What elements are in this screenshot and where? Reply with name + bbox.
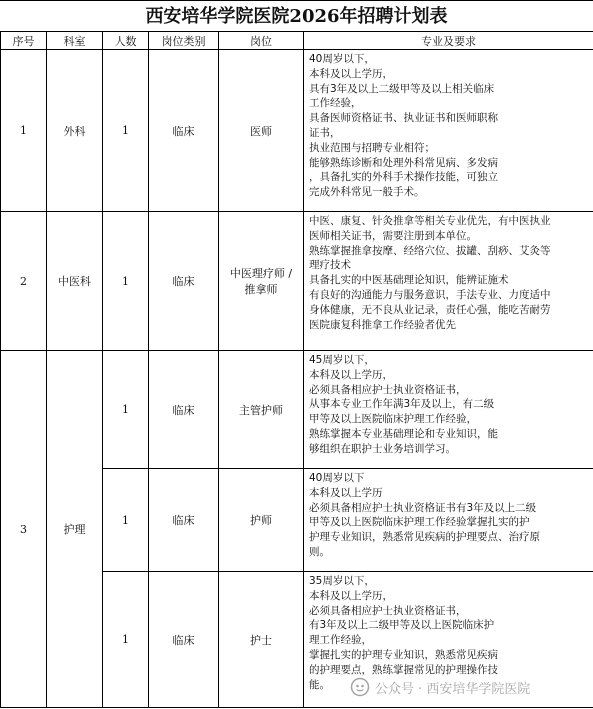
position-line: 推拿师 [244,283,278,296]
cell-position: 护师 [219,469,304,572]
cell-requirements [304,50,593,212]
header-count: 人数 [103,32,149,50]
cell-position: 护士 [219,572,304,708]
table-header-row [1,32,593,50]
position-line: 中医理疗师 / [229,267,293,280]
cell-count: 1 [103,351,149,469]
cell-count: 1 [103,50,149,212]
requirement-line: 必须具备相应护士执业资格证书有3年及以上二级 [309,501,537,514]
cell-count: 1 [103,469,149,572]
cell-category: 临床 [149,351,219,469]
cell-position [219,212,304,351]
cell-dept: 中医科 [47,212,103,351]
requirement-line: 证书， [309,126,341,139]
cell-seq: 3 [1,351,47,708]
requirement-line: 甲等及以上医院临床护理工作经验， [309,413,477,426]
requirement-line: 必须具备相应护士执业资格证书， [309,604,467,617]
cell-requirements [304,469,593,572]
requirement-line: 有3年及以上二级甲等及以上医院临床护 [309,619,495,632]
page-title: 西安培华学院医院2026年招聘计划表 [0,0,593,31]
cell-category: 临床 [149,212,219,351]
requirement-line: 的护理要点，熟练掌握常见的护理操作技 [309,663,498,676]
requirement-line: 具有3年及以上二级甲等及以上相关临床 [309,82,495,95]
requirement-line: 40周岁以下， [309,53,375,65]
cell-category: 临床 [149,572,219,708]
recruitment-table [0,31,593,708]
requirement-line: 熟练掌握推拿按摩、经络穴位、拔罐、刮痧、艾灸等 [309,244,551,257]
cell-count: 1 [103,212,149,351]
cell-requirements [304,351,593,469]
requirement-line: 护理专业知识，熟悉常见疾病的护理要点、治疗原 [309,531,540,544]
header-position: 岗位 [219,32,304,50]
requirement-line: 必须具备相应护士执业资格证书， [309,383,467,396]
requirement-line: 35周岁以下， [309,575,375,587]
header-dept: 科室 [47,32,103,50]
requirement-line: 40周岁以下 [309,472,365,484]
requirement-line: 中医、康复、针灸推拿等相关专业优先，有中医执业 [309,215,551,227]
requirement-line: 从事本专业工作年满3年及以上，有二级 [309,398,495,411]
requirement-line: 熟练掌握本专业基础理论和专业知识，能 [309,427,498,440]
cell-position: 医师 [219,50,304,212]
cell-position: 主管护师 [219,351,304,469]
requirement-line: 本科及以上学历， [309,67,393,80]
requirement-line: 本科及以上学历， [309,589,393,602]
requirement-line: 有良好的沟通能力与服务意识，手法专业、力度适中 [309,288,551,301]
requirement-line: 理疗技术 [309,259,351,272]
requirement-line: 执业范围与招聘专业相符； [309,141,435,154]
requirement-line: 能。 [309,678,330,691]
requirement-line: 够组织在职护士业务培训学习。 [309,442,456,455]
requirement-line: 工作经验， [309,97,362,110]
cell-seq: 1 [1,50,47,212]
header-seq: 序号 [1,32,47,50]
requirement-line: 医师相关证书，需要注册到本单位。 [309,229,477,242]
cell-dept: 外科 [47,50,103,212]
requirement-line: 则。 [309,545,330,558]
requirement-line: 具备扎实的中医基础理论知识，能辨证施术 [309,274,509,287]
cell-category: 临床 [149,50,219,212]
requirement-line: 身体健康，无不良从业记录，责任心强，能吃苦耐劳 [309,303,551,316]
wechat-official-account-icon [350,677,370,697]
table-row [1,212,593,351]
requirement-line: 掌握扎实的护理专业知识，熟悉常见疾病 [309,648,498,661]
requirement-line: 具备医师资格证书、执业证书和医师职称 [309,112,498,125]
cell-count: 1 [103,572,149,708]
watermark-text: 公众号 · 西安培华学院医院 [375,681,531,697]
requirement-line: 医院康复科推拿工作经验者优先 [309,318,456,331]
watermark [350,675,530,699]
requirement-line: 甲等及以上医院临床护理工作经验掌握扎实的护 [309,516,530,529]
header-category: 岗位类别 [149,32,219,50]
requirement-line: 能够熟练诊断和处理外科常见病、多发病 [309,156,498,169]
requirement-line: 45周岁以下， [309,354,375,366]
requirement-line: 完成外科常见一般手术。 [309,186,425,199]
table-row [1,50,593,212]
requirement-line: ，具备扎实的外科手术操作技能，可独立 [309,171,498,184]
cell-category: 临床 [149,469,219,572]
requirement-line: 本科及以上学历， [309,368,393,381]
requirement-line: 理工作经验， [309,634,372,647]
table-row [1,351,593,469]
cell-seq: 2 [1,212,47,351]
header-requirements: 专业及要求 [304,32,593,50]
cell-requirements [304,212,593,351]
cell-dept: 护理 [47,351,103,708]
requirement-line: 本科及以上学历 [309,486,383,499]
